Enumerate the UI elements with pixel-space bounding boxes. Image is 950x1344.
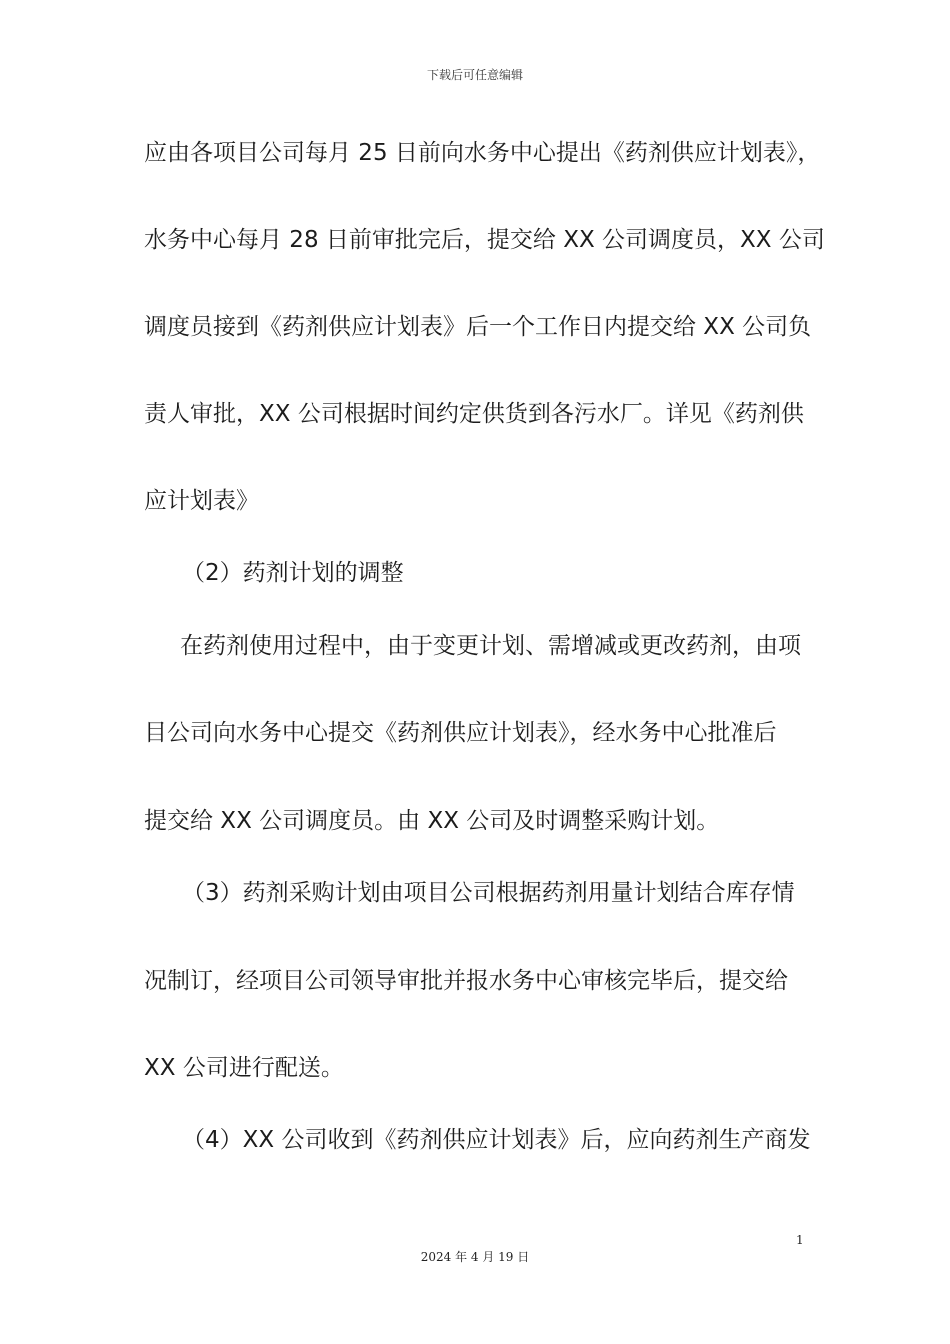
section-heading-2: （2）药剂计划的调整 (182, 560, 404, 586)
body-line-12: XX 公司进行配送。 (144, 1055, 344, 1081)
body-line-7: 在药剂使用过程中，由于变更计划、需增减或更改药剂，由项 (180, 633, 801, 659)
body-line-2: 水务中心每月 28 日前审批完后，提交给 XX 公司调度员，XX 公司 (144, 227, 825, 253)
body-line-5: 应计划表》 (144, 488, 259, 514)
page-number: 1 (796, 1233, 804, 1247)
body-line-8: 目公司向水务中心提交《药剂供应计划表》，经水务中心批准后 (144, 720, 777, 746)
body-line-9: 提交给 XX 公司调度员。由 XX 公司及时调整采购计划。 (144, 808, 720, 834)
section-heading-4: （4）XX 公司收到《药剂供应计划表》后，应向药剂生产商发 (182, 1127, 811, 1153)
body-line-3: 调度员接到《药剂供应计划表》后一个工作日内提交给 XX 公司负 (144, 314, 812, 340)
page-header: 下载后可任意编辑 (426, 68, 523, 82)
page-footer-date: 2024 年 4 月 19 日 (420, 1250, 530, 1264)
body-line-1: 应由各项目公司每月 25 日前向水务中心提出《药剂供应计划表》， (144, 140, 821, 166)
body-line-4: 责人审批，XX 公司根据时间约定供货到各污水厂。详见《药剂供 (144, 401, 804, 427)
section-heading-3: （3）药剂采购计划由项目公司根据药剂用量计划结合库存情 (182, 880, 795, 906)
body-line-11: 况制订，经项目公司领导审批并报水务中心审核完毕后，提交给 (144, 968, 788, 994)
